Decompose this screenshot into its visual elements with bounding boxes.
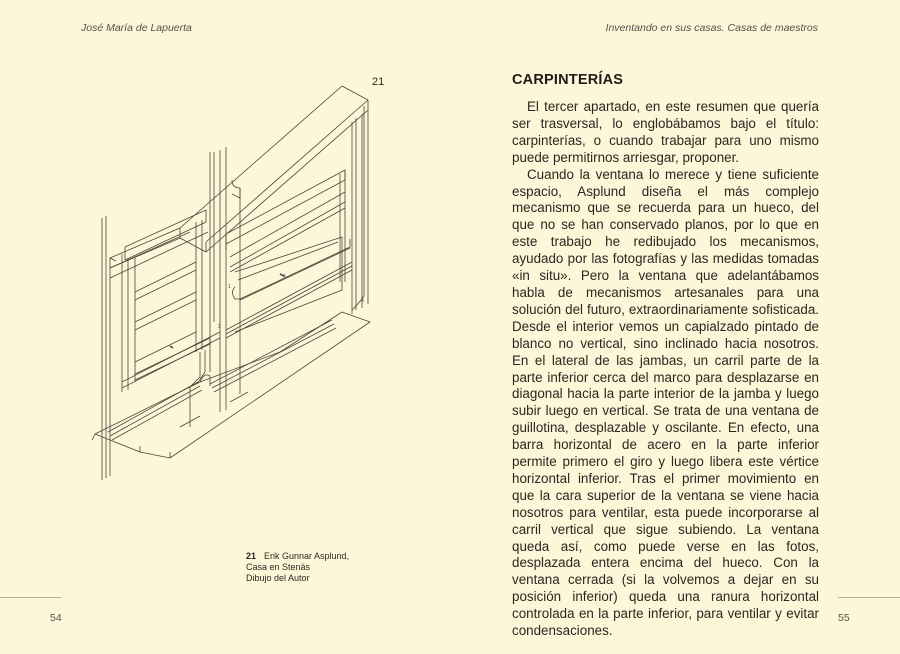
caption-line-2: Casa en Stenäs <box>246 562 311 572</box>
diagonal-rails <box>190 106 364 427</box>
lower-right-sash <box>226 237 352 338</box>
footer-rule-right <box>838 597 900 598</box>
right-jamb <box>352 110 368 314</box>
callout-2: 2 <box>218 324 221 330</box>
upper-right-sash <box>226 170 345 282</box>
caption-line-1: Erik Gunnar Asplund, <box>264 551 350 561</box>
running-head-author: José María de Lapuerta <box>81 22 192 34</box>
paragraph-2: Cuando la ventana lo merece y tiene suficiente espacio, Asplund diseña el más complejo mecanismo que se recuerda para un hueco, del que no se han conservado planos, por lo que en este trabajo he redibujado los mecanismos, ayudado por las fotografías y las medidas tomadas «in situ». Pero la ventana que adelantábamos habla de mecanismos artesanales para una solución del futuro, extraordinariamente sofisticada. Desde el interior vemos un capialzado pintado de blanco no vertical, sino inclinado hacia nosotros. En el lateral de las jambas, un carril parte de la parte inferior cerca del marco para desplazarse en diagonal hacia la parte interior de la jamba y luego subir luego en vertical. Se trata de una ventana de guillotina, desplazable y oscilante. En efecto, una barra horizontal de acero en la parte inferior permite primero el giro y luego libera este vértice horizontal inferior. Tras el primer movimiento en que la cara superior de la ventana se viene hacia nosotros para ventilar, esta puede incorporarse al carril vertical que sigue subiendo. La ventana queda así, como puede verse en las fotos, desplazada entera encima del hueco. Con la ventana cerrada (si la volvemos a dejar en su posición inferior) queda una ranura horizontal controlada en la parte inferior, para ventilar y evitar condensaciones. <box>512 166 819 639</box>
callout-1: 1 <box>228 284 231 290</box>
window-head <box>110 86 368 268</box>
paragraph-1: El tercer apartado, en este resumen que quería ser trasversal, lo englobábamos bajo el título: carpinterías, o cuando trabajar para uno mismo puede permitirnos arriesgar, proponer. <box>512 99 819 165</box>
figure-number: 21 <box>372 76 385 88</box>
page-number-left: 54 <box>50 612 62 624</box>
left-window-frame <box>102 216 208 480</box>
body-text <box>512 99 819 640</box>
footer-rule-left <box>0 597 61 598</box>
caption-number: 21 <box>246 551 257 561</box>
running-head-book-title: Inventando en sus casas. Casas de maestros <box>605 22 818 34</box>
callout-3: 3 <box>361 298 364 304</box>
callout-4: 4 <box>283 274 286 280</box>
figure-caption <box>246 551 349 584</box>
window-sill <box>92 312 370 458</box>
section-title: CARPINTERÍAS <box>512 72 624 88</box>
caption-line-3: Dibujo del Autor <box>246 573 310 583</box>
window-mechanism-drawing <box>80 82 380 482</box>
page-number-right: 55 <box>838 612 850 624</box>
